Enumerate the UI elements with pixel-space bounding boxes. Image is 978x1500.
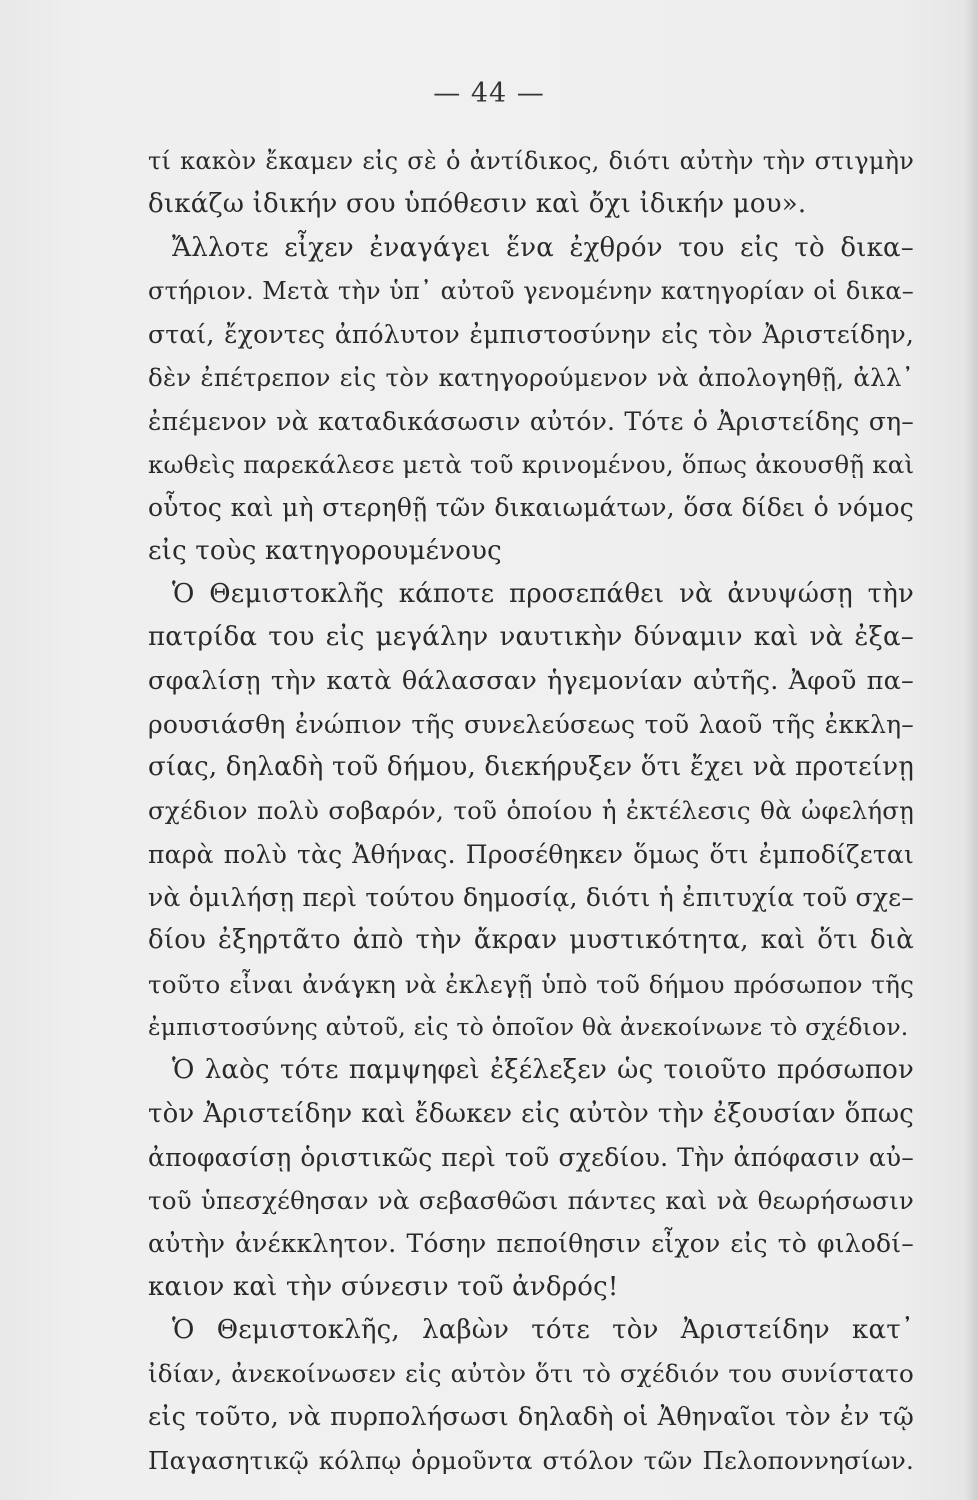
text-line: αὐτὴν ἀνέκκλητον. Τόσην πεποίθησιν εἶχον εἰς τὸ φιλοδί– xyxy=(148,1229,914,1259)
text-line: νὰ ὁμιλήσῃ περὶ τούτου δημοσίᾳ, διότι ἡ ἐπιτυχία τοῦ σχε– xyxy=(148,883,914,913)
page-number: — 44 — xyxy=(433,78,545,109)
page-edge-shadow xyxy=(964,0,978,1500)
text-line: σταί, ἔχοντες ἀπόλυτον ἐμπιστοσύνην εἰς τὸν Ἀριστείδην, xyxy=(148,320,914,350)
text-line: δίου ἐξηρτᾶτο ἀπὸ τὴν ἄκραν μυστικότητα, καὶ ὅτι διὰ xyxy=(148,925,914,956)
text-line: ἰδίαν, ἀνεκοίνωσεν εἰς αὐτὸν ὅτι τὸ σχέδιόν του συνίστατο xyxy=(148,1359,914,1389)
text-line: Ἄλλοτε εἶχεν ἐναγάγει ἕνα ἐχθρόν του εἰς τὸ δικα– xyxy=(172,232,914,263)
text-line: οὗτος καὶ μὴ στερηθῇ τῶν δικαιωμάτων, ὅσα δίδει ὁ νόμος xyxy=(148,493,914,523)
text-line: δὲν ἐπέτρεπον εἰς τὸν κατηγορούμενον νὰ ἀπολογηθῇ, ἀλλ᾽ xyxy=(148,363,914,393)
text-line: τοῦτο εἶναι ἀνάγκη νὰ ἐκλεγῇ ὑπὸ τοῦ δήμου πρόσωπον τῆς xyxy=(148,969,914,999)
text-line: παρὰ πολὺ τὰς Ἀθήνας. Προσέθηκεν ὅμως ὅτι ἐμποδίζεται xyxy=(148,839,914,869)
text-line: εἰς τοὺς κατηγορουμένους xyxy=(148,535,502,566)
text-line: τὸν Ἀριστείδην καὶ ἔδωκεν εἰς αὐτὸν τὴν ἐξουσίαν ὅπως xyxy=(148,1098,914,1129)
text-line: κωθεὶς παρεκάλεσε μετὰ τοῦ κρινομένου, ὅπως ἀκουσθῇ καὶ xyxy=(148,450,915,480)
text-line: ἀποφασίσῃ ὁριστικῶς περὶ τοῦ σχεδίου. Τὴν ἀπόφασιν αὐ– xyxy=(148,1142,914,1172)
text-line: καιον καὶ τὴν σύνεσιν τοῦ ἀνδρός! xyxy=(148,1271,619,1302)
text-line: Ὁ λαὸς τότε παμψηφεὶ ἐξέλεξεν ὡς τοιοῦτο πρόσωπον xyxy=(172,1055,914,1086)
text-line: ἐμπιστοσύνης αὐτοῦ, εἰς τὸ ὁποῖον θὰ ἀνεκοίνωνε τὸ σχέδιον. xyxy=(148,1012,909,1041)
text-line: σίας, δηλαδὴ τοῦ δήμου, διεκήρυξεν ὅτι ἔχει νὰ προτείνῃ xyxy=(148,752,914,783)
text-line: Ὁ Θεμιστοκλῆς κάποτε προσεπάθει νὰ ἀνυψώσῃ τὴν xyxy=(172,578,914,609)
text-line: σφαλίσῃ τὴν κατὰ θάλασσαν ἡγεμονίαν αὐτῆς. Ἀφοῦ πα– xyxy=(148,665,914,696)
text-line: δικάζω ἰδικήν σου ὑπόθεσιν καὶ ὄχι ἰδικήν μου». xyxy=(148,189,807,220)
text-line: ρουσιάσθη ἐνώπιον τῆς συνελεύσεως τοῦ λαοῦ τῆς ἐκκλη– xyxy=(148,709,914,739)
text-line: ἐπέμενον νὰ καταδικάσωσιν αὐτόν. Τότε ὁ Ἀριστείδης ση– xyxy=(148,406,914,436)
text-line: στήριον. Μετὰ τὴν ὑπ᾽ αὐτοῦ γενομένην κατηγορίαν οἱ δικα– xyxy=(148,276,914,305)
text-line: πατρίδα του εἰς μεγάλην ναυτικὴν δύναμιν καὶ νὰ ἐξα– xyxy=(148,622,914,653)
body-text xyxy=(148,140,914,1482)
text-line: εἰς τοῦτο, νὰ πυρπολήσωσι δηλαδὴ οἱ Ἀθηναῖοι τὸν ἐν τῷ xyxy=(148,1401,914,1432)
text-line: τί κακὸν ἔκαμεν εἰς σὲ ὁ ἀντίδικος, διότι αὐτὴν τὴν στιγμὴν xyxy=(148,147,914,175)
text-line: Παγασητικῷ κόλπῳ ὁρμοῦντα στόλον τῶν Πελοποννησίων. xyxy=(148,1445,914,1475)
text-line: τοῦ ὑπεσχέθησαν νὰ σεβασθῶσι πάντες καὶ νὰ θεωρήσωσιν xyxy=(148,1186,914,1216)
text-line: Ὁ Θεμιστοκλῆς, λαβὼν τότε τὸν Ἀριστείδην κατ᾽ xyxy=(172,1315,914,1346)
text-line: σχέδιον πολὺ σοβαρόν, τοῦ ὁποίου ἡ ἐκτέλεσις θὰ ὠφελήσῃ xyxy=(148,796,914,826)
